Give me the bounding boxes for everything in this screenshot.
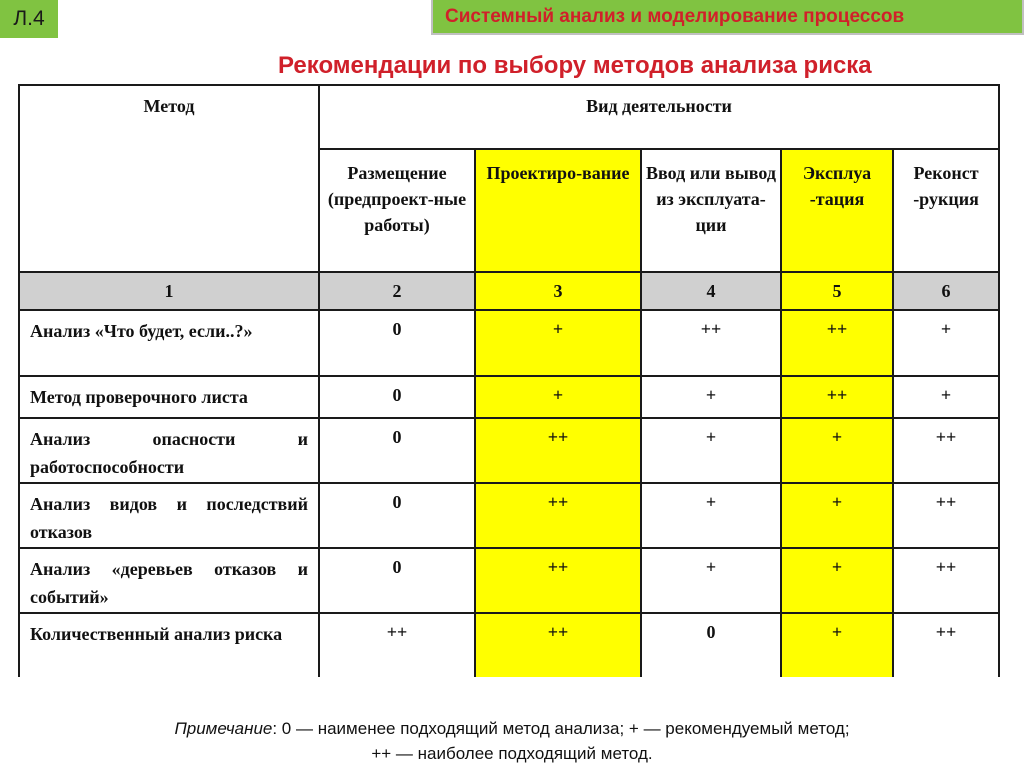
- column-number: 2: [319, 272, 475, 310]
- column-number: 1: [19, 272, 319, 310]
- footnote-text-1: : 0 — наименее подходящий метод анализа; + — рекомендуемый метод;: [272, 719, 850, 738]
- course-title: Системный анализ и моделирование процессов: [445, 6, 905, 27]
- rating-cell: ++: [641, 310, 781, 376]
- rating-cell: 0: [319, 376, 475, 418]
- column-number: 3: [475, 272, 641, 310]
- rating-cell: ++: [893, 548, 999, 613]
- subheader-design: Проектиро-вание: [475, 149, 641, 272]
- rating-cell: +: [781, 548, 893, 613]
- rating-cell: +: [781, 418, 893, 483]
- method-name: Анализ «Что будет, если..?»: [19, 310, 319, 376]
- column-number: 6: [893, 272, 999, 310]
- rating-cell: ++: [781, 310, 893, 376]
- method-name: Анализ «деревьев отказов и событий»: [19, 548, 319, 613]
- rating-cell: +: [641, 418, 781, 483]
- rating-cell: +: [781, 483, 893, 548]
- method-name: Анализ опасности и работоспособности: [19, 418, 319, 483]
- table-row: [19, 483, 999, 548]
- footnote-line-2: ++ — наиболее подходящий метод.: [371, 744, 653, 763]
- table-row: [19, 310, 999, 376]
- subheader-commissioning: Ввод или вывод из эксплуата-ции: [641, 149, 781, 272]
- rating-cell: ++: [893, 613, 999, 677]
- table-row: [19, 418, 999, 483]
- rating-cell: ++: [475, 548, 641, 613]
- rating-cell: 0: [319, 548, 475, 613]
- rating-cell: +: [475, 376, 641, 418]
- course-header: [431, 0, 1024, 35]
- rating-cell: +: [893, 376, 999, 418]
- rating-cell: ++: [781, 376, 893, 418]
- table-row: [19, 376, 999, 418]
- rating-cell: +: [641, 376, 781, 418]
- footnote: [0, 716, 1024, 766]
- column-number-row: [19, 272, 999, 310]
- table-row: [19, 548, 999, 613]
- activity-header: Вид деятельности: [319, 85, 999, 149]
- subheader-reconstruction: Реконст -рукция: [893, 149, 999, 272]
- method-name: Метод проверочного листа: [19, 376, 319, 418]
- column-number: 5: [781, 272, 893, 310]
- rating-cell: ++: [475, 418, 641, 483]
- subheader-placement: Размещение (предпроект-ные работы): [319, 149, 475, 272]
- rating-cell: 0: [319, 310, 475, 376]
- rating-cell: ++: [319, 613, 475, 677]
- rating-cell: ++: [475, 483, 641, 548]
- rating-cell: 0: [641, 613, 781, 677]
- rating-cell: ++: [475, 613, 641, 677]
- risk-methods-table: [18, 84, 1000, 677]
- table-row: [19, 613, 999, 677]
- footnote-label: Примечание: [174, 719, 273, 738]
- subheader-operation: Эксплуа -тация: [781, 149, 893, 272]
- footnote-line-1: [0, 716, 1024, 741]
- slide-number-badge: Л.4: [0, 0, 58, 38]
- rating-cell: +: [641, 548, 781, 613]
- rating-cell: +: [641, 483, 781, 548]
- column-number: 4: [641, 272, 781, 310]
- method-name: Анализ видов и последствий отказов: [19, 483, 319, 548]
- page-title: Рекомендации по выбору методов анализа риска: [278, 52, 872, 79]
- rating-cell: ++: [893, 483, 999, 548]
- rating-cell: +: [893, 310, 999, 376]
- rating-cell: ++: [893, 418, 999, 483]
- rating-cell: +: [781, 613, 893, 677]
- rating-cell: 0: [319, 418, 475, 483]
- rating-cell: 0: [319, 483, 475, 548]
- rating-cell: +: [475, 310, 641, 376]
- method-name: Количественный анализ риска: [19, 613, 319, 677]
- method-header: Метод: [19, 85, 319, 272]
